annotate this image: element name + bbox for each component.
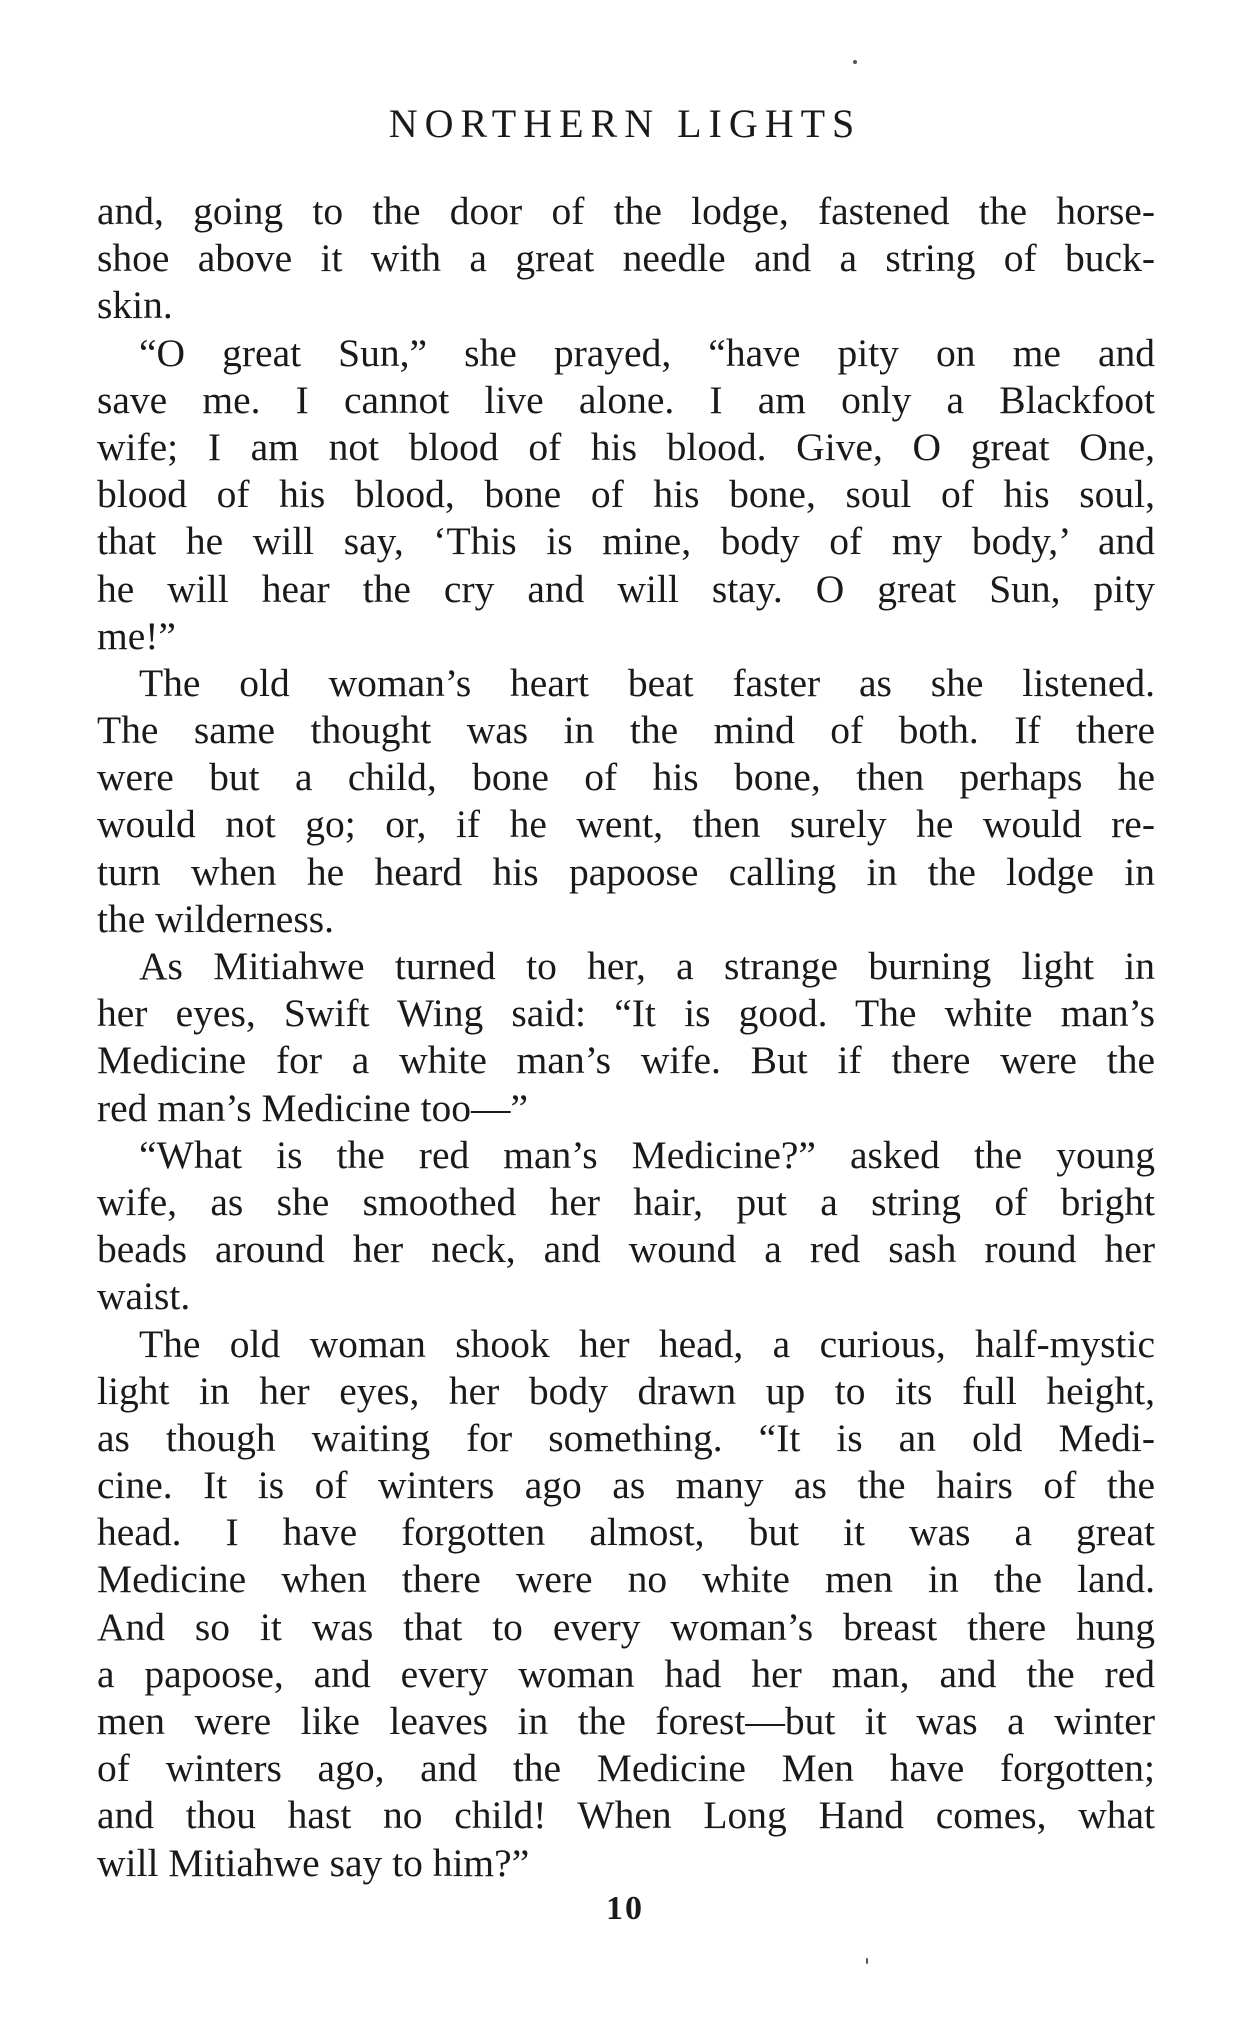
text-line: will Mitiahwe say to him?”	[97, 1840, 530, 1885]
text-line: he will hear the cry and will stay. O great Sun, pity	[97, 566, 1155, 611]
text-line: would not go; or, if he went, then surely he would re-	[97, 802, 1155, 847]
text-line: waist.	[97, 1274, 191, 1319]
text-line: a papoose, and every woman had her man, and the red	[97, 1651, 1155, 1696]
text-line: head. I have forgotten almost, but it was a great	[97, 1510, 1155, 1555]
text-line: men were like leaves in the forest—but it was a winter	[97, 1699, 1155, 1743]
text-line: shoe above it with a great needle and a string of buck-	[97, 236, 1155, 281]
text-line: and, going to the door of the lodge, fastened the horse-	[97, 189, 1155, 233]
page-number: 10	[606, 1890, 644, 1927]
text-line: The old woman shook her head, a curious, half-mystic	[139, 1321, 1155, 1366]
text-line: the wilderness.	[97, 896, 334, 941]
text-line: “O great Sun,” she prayed, “have pity on me and	[139, 330, 1155, 375]
text-line: skin.	[97, 283, 173, 328]
text-line: cine. It is of winters ago as many as the hairs of the	[97, 1463, 1155, 1508]
text-line: blood of his blood, bone of his bone, soul of his soul,	[97, 472, 1155, 517]
body-text	[97, 188, 1155, 1887]
print-speck	[853, 60, 857, 64]
text-line: Medicine for a white man’s wife. But if there were the	[97, 1038, 1155, 1083]
text-line: were but a child, bone of his bone, then perhaps he	[97, 755, 1155, 800]
text-line: save me. I cannot live alone. I am only a Blackfoot	[97, 377, 1155, 422]
text-line: her eyes, Swift Wing said: “It is good. The white man’s	[97, 991, 1155, 1036]
text-line: red man’s Medicine too—”	[97, 1085, 529, 1130]
text-line: “What is the red man’s Medicine?” asked the young	[139, 1132, 1155, 1177]
text-line: And so it was that to every woman’s breast there hung	[97, 1604, 1155, 1649]
running-head: NORTHERN LIGHTS	[388, 101, 862, 146]
text-line: beads around her neck, and wound a red sash round her	[97, 1227, 1155, 1272]
text-line: that he will say, ‘This is mine, body of my body,’ and	[97, 519, 1155, 564]
text-line: turn when he heard his papoose calling in the lodge in	[97, 849, 1155, 894]
text-line: wife; I am not blood of his blood. Give, O great One,	[97, 424, 1155, 469]
text-line: The old woman’s heart beat faster as she listened.	[139, 660, 1155, 705]
text-line: Medicine when there were no white men in the land.	[97, 1557, 1155, 1602]
text-line: wife, as she smoothed her hair, put a string of bright	[97, 1179, 1155, 1224]
text-line: light in her eyes, her body drawn up to its full height,	[97, 1368, 1155, 1413]
text-line: The same thought was in the mind of both. If there	[97, 708, 1155, 753]
text-line: As Mitiahwe turned to her, a strange burning light in	[139, 944, 1155, 988]
text-line: of winters ago, and the Medicine Men have forgotten;	[97, 1746, 1155, 1791]
text-line: me!”	[97, 613, 176, 658]
text-line: and thou hast no child! When Long Hand comes, what	[97, 1793, 1155, 1838]
text-line: as though waiting for something. “It is an old Medi-	[97, 1415, 1155, 1460]
print-speck	[866, 1958, 868, 1964]
